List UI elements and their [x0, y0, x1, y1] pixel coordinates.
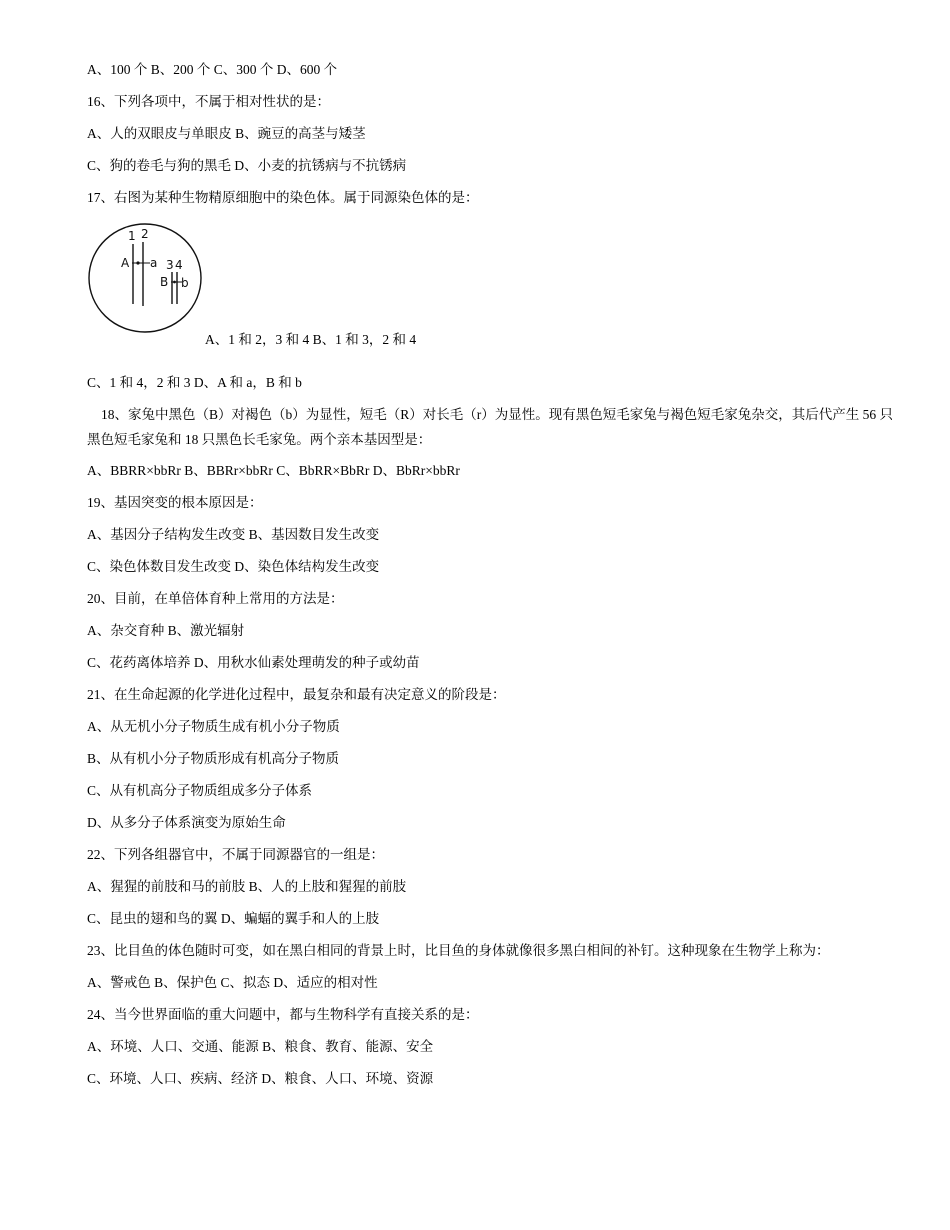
q21-option-d: D、从多分子体系演变为原始生命 [87, 815, 286, 830]
q22-options-ab: A、猩猩的前肢和马的前肢 B、人的上肢和猩猩的前肢 [87, 879, 407, 894]
q24-options-cd: C、环境、人口、疾病、经济 D、粮食、人口、环境、资源 [87, 1071, 434, 1086]
q23-options: A、警戒色 B、保护色 C、拟态 D、适应的相对性 [87, 975, 378, 990]
label-B: B [160, 275, 169, 289]
q18-options: A、BBRR×bbRr B、BBRr×bbRr C、BbRR×BbRr D、BbRr×bbRr [87, 463, 460, 478]
q21-option-a: A、从无机小分子物质生成有机小分子物质 [87, 719, 340, 734]
label-3: 3 [166, 258, 174, 272]
q22-options-cd: C、昆虫的翅和鸟的翼 D、蝙蝠的翼手和人的上肢 [87, 911, 380, 926]
q21-option-c: C、从有机高分子物质组成多分子体系 [87, 783, 313, 798]
q16-options-cd: C、狗的卷毛与狗的黑毛 D、小麦的抗锈病与不抗锈病 [87, 158, 407, 173]
q22-stem: 22、下列各组器官中，不属于同源器官的一组是： [87, 847, 384, 862]
q17-options-cd: C、1 和 4，2 和 3 D、A 和 a，B 和 b [87, 375, 302, 390]
q19-options-ab: A、基因分子结构发生改变 B、基因数目发生改变 [87, 527, 380, 542]
q17-stem: 17、右图为某种生物精原细胞中的染色体。属于同源染色体的是： [87, 190, 479, 205]
q23-stem: 23、比目鱼的体色随时可变，如在黑白相同的背景上时，比目鱼的身体就像很多黑白相间的补钉。这种现象在生物学上称为： [87, 943, 830, 958]
label-1: 1 [128, 229, 136, 243]
q19-stem: 19、基因突变的根本原因是： [87, 495, 263, 510]
chromosome-figure [86, 220, 206, 336]
centromere-dot-2 [173, 281, 176, 284]
chromosome-diagram [86, 220, 206, 336]
label-A: A [121, 256, 130, 270]
q16-stem: 16、下列各项中，不属于相对性状的是： [87, 94, 330, 109]
q20-options-cd: C、花药离体培养 D、用秋水仙素处理萌发的种子或幼苗 [87, 655, 420, 670]
label-b: b [181, 276, 189, 290]
q20-options-ab: A、杂交育种 B、激光辐射 [87, 623, 245, 638]
label-2: 2 [141, 227, 149, 241]
q18-stem: 18、家兔中黑色（B）对褐色（b）为显性，短毛（R）对长毛（r）为显性。现有黑色短毛家兔与褐色短毛家兔杂交，其后代产生 56 只黑色短毛家兔和 18 只黑色长毛家兔。两个亲本基因型是： [87, 407, 894, 447]
q15-options: A、100 个 B、200 个 C、300 个 D、600 个 [87, 62, 338, 77]
q17-options-ab: A、1 和 2，3 和 4 B、1 和 3，2 和 4 [205, 332, 417, 347]
q21-option-b: B、从有机小分子物质形成有机高分子物质 [87, 751, 340, 766]
q24-stem: 24、当今世界面临的重大问题中，都与生物科学有直接关系的是： [87, 1007, 479, 1022]
q16-options-ab: A、人的双眼皮与单眼皮 B、豌豆的高茎与矮茎 [87, 126, 366, 141]
centromere-dot-1 [136, 261, 139, 264]
q24-options-ab: A、环境、人口、交通、能源 B、粮食、教育、能源、安全 [87, 1039, 434, 1054]
label-4: 4 [175, 258, 183, 272]
q20-stem: 20、目前，在单倍体育种上常用的方法是： [87, 591, 344, 606]
label-a: a [150, 256, 158, 270]
q21-stem: 21、在生命起源的化学进化过程中，最复杂和最有决定意义的阶段是： [87, 687, 506, 702]
q19-options-cd: C、染色体数目发生改变 D、染色体结构发生改变 [87, 559, 380, 574]
